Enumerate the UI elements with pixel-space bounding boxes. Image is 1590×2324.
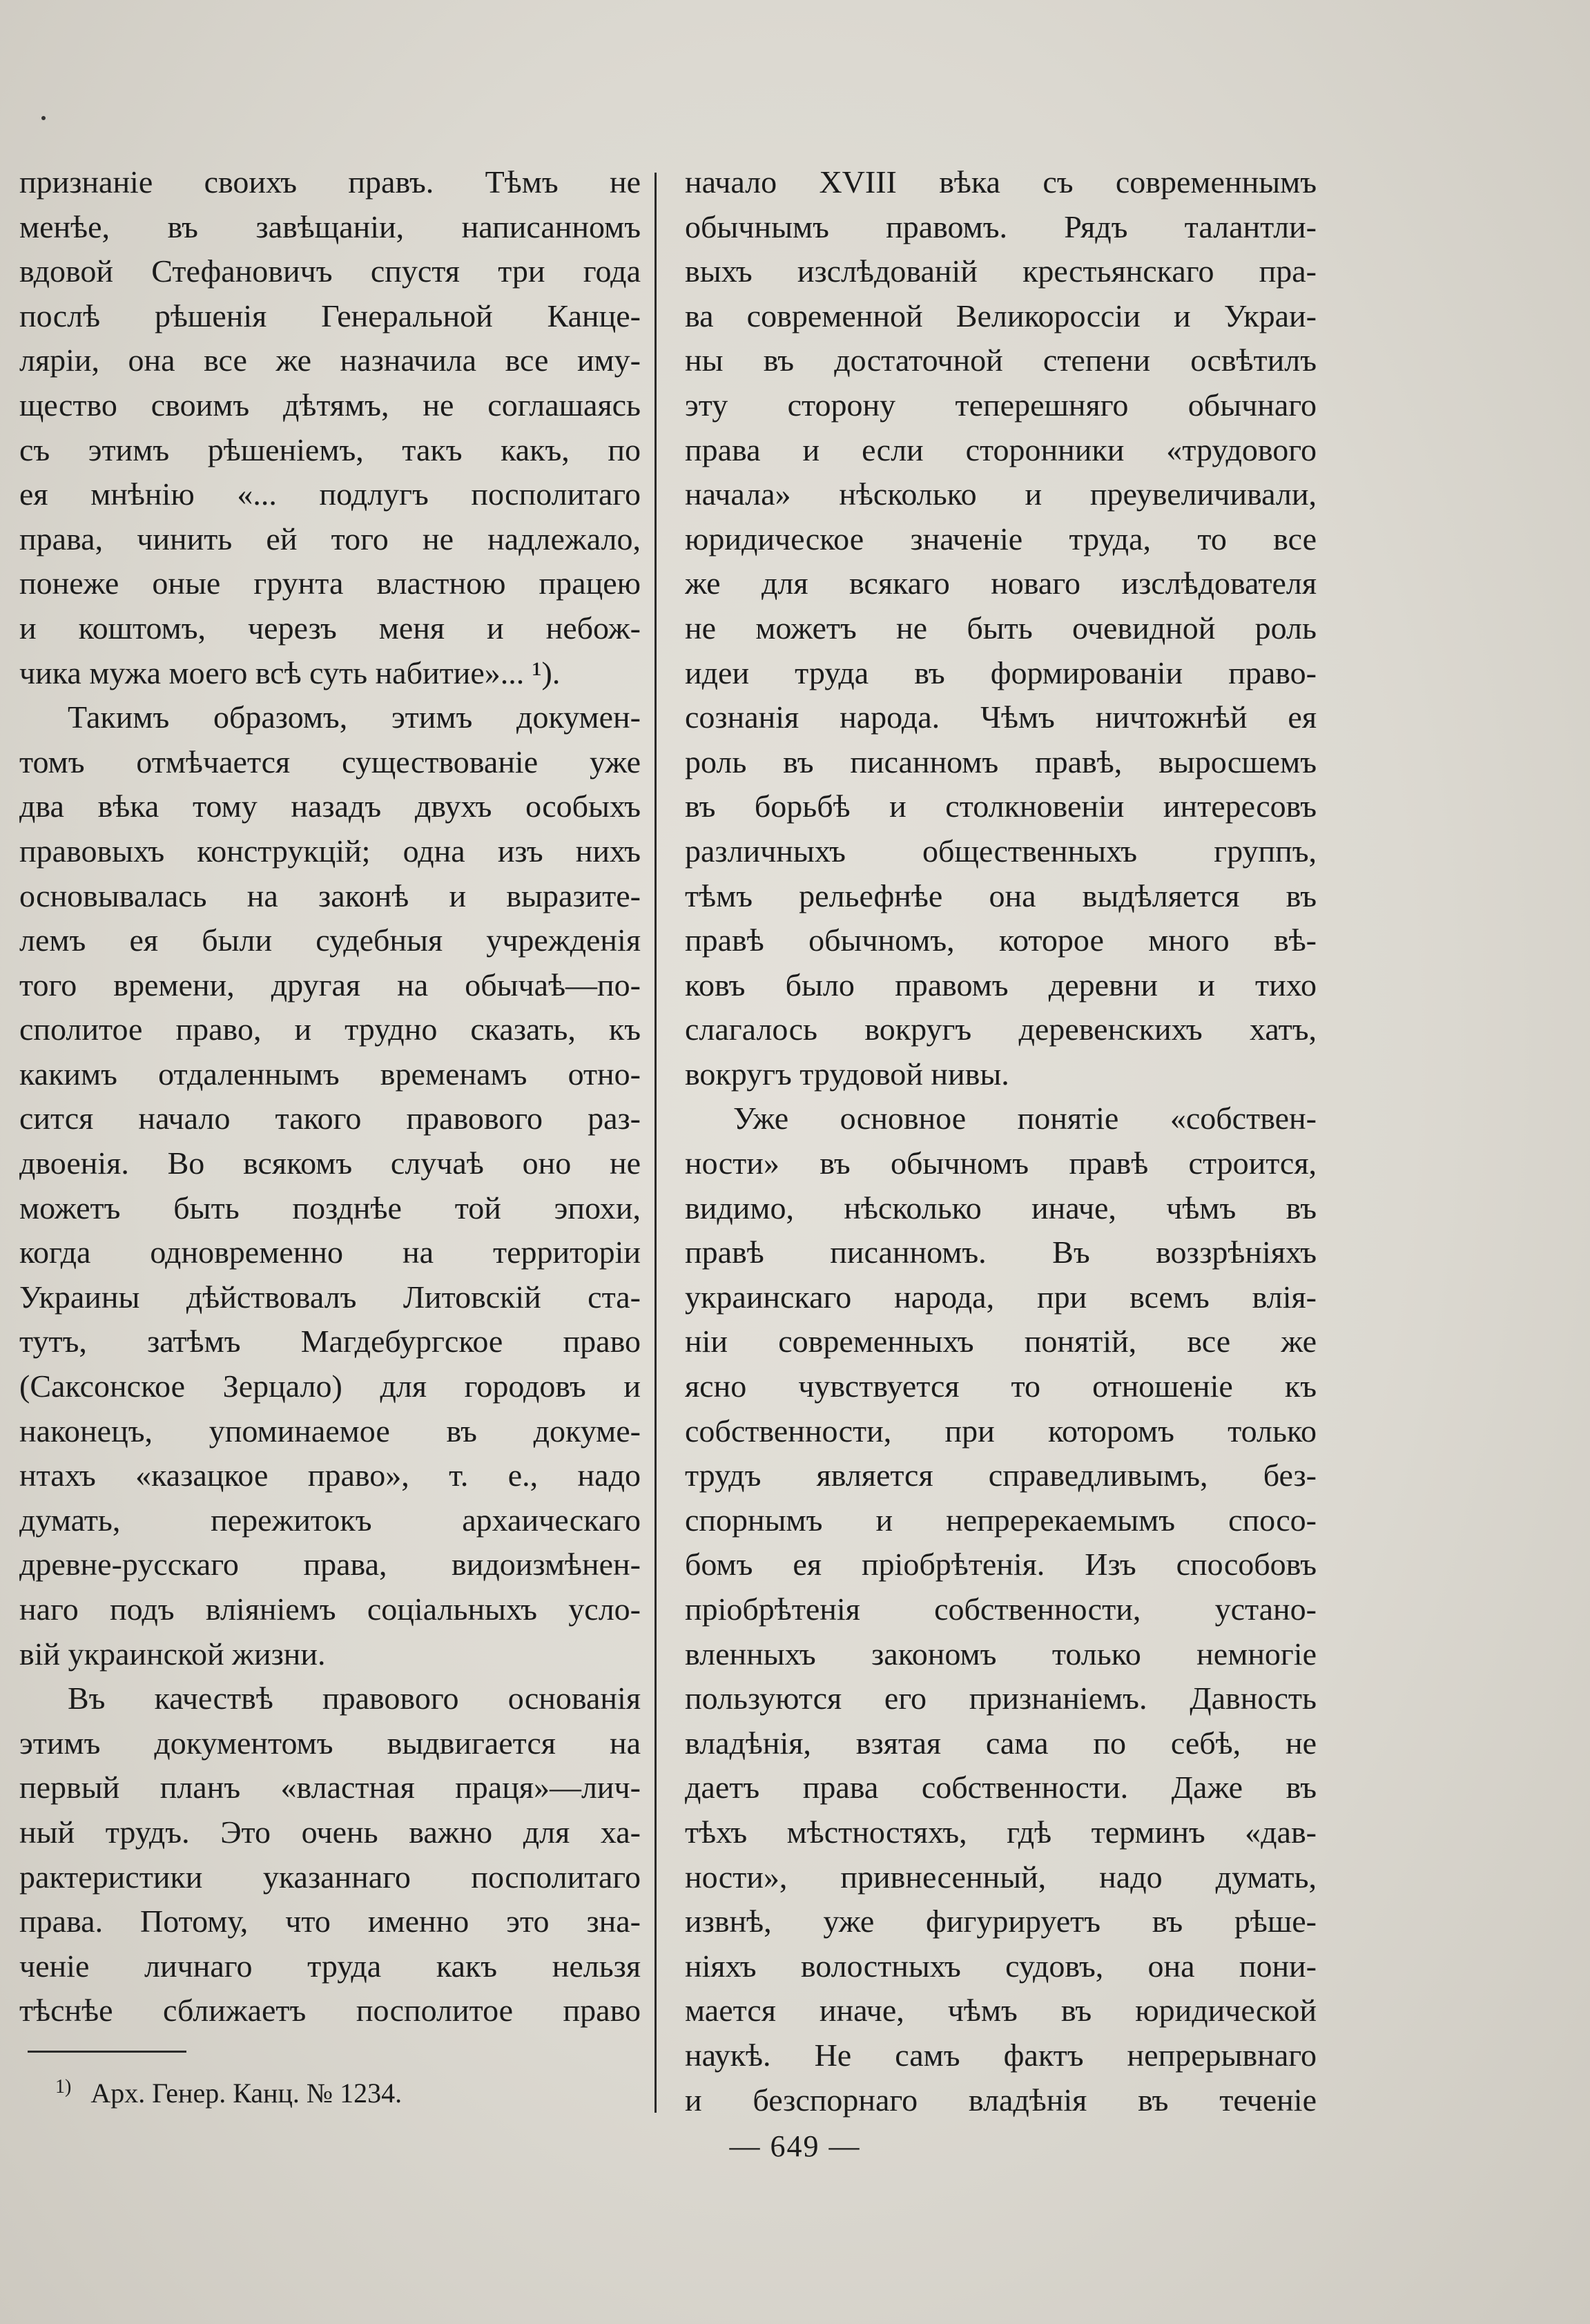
text-line: нтахъ «казацкое право», т. е., надо [19, 1458, 641, 1493]
text-line: когда одновременно на территоріи [19, 1234, 641, 1270]
text-line: вленныхъ закономъ только немногіе [685, 1636, 1317, 1672]
text-line: тутъ, затѣмъ Магдебургское право [19, 1324, 641, 1359]
text-line: пользуются его признаніемъ. Давность [685, 1681, 1317, 1716]
text-line: и коштомъ, черезъ меня и небож- [19, 610, 641, 646]
text-line: щество своимъ дѣтямъ, не соглашаясь [19, 387, 641, 423]
text-line: ніяхъ волостныхъ судовъ, она пони- [685, 1948, 1317, 1984]
footnote-marker: 1) [55, 2076, 72, 2098]
text-line: томъ отмѣчается существованіе уже [19, 744, 641, 779]
text-line: же для всякаго новаго изслѣдователя [685, 565, 1317, 601]
text-line: лемъ ея были судебныя учрежденія [19, 922, 641, 958]
text-line: ности» въ обычномъ правѣ строится, [685, 1145, 1317, 1181]
text-line: того времени, другая на обычаѣ—по- [19, 967, 641, 1003]
text-line: извнѣ, уже фигурируетъ въ рѣше- [685, 1904, 1317, 1939]
text-line: вдовой Стефановичъ спустя три года [19, 253, 641, 289]
text-line: въ борьбѣ и столкновеніи интересовъ [685, 788, 1317, 824]
text-line: ковъ было правомъ деревни и тихо [685, 967, 1317, 1003]
text-line: наго подъ вліяніемъ соціальныхъ усло- [19, 1591, 641, 1627]
text-line: Уже основное понятіе «собствен- [733, 1101, 1317, 1136]
text-line: эту сторону теперешняго обычнаго [685, 387, 1317, 423]
text-line: ва современной Великороссіи и Украи- [685, 298, 1317, 333]
text-line: спорнымъ и непререкаемымъ спосо- [685, 1502, 1317, 1538]
text-line: ніи современныхъ понятій, все же [685, 1324, 1317, 1359]
text-line: ности», привнесенный, надо думать, [685, 1859, 1317, 1895]
footnote-rule [28, 2051, 186, 2053]
text-line: думать, пережитокъ архаическаго [19, 1502, 641, 1538]
text-line: основывалась на законѣ и выразите- [19, 878, 641, 913]
text-line: ны въ достаточной степени освѣтилъ [685, 342, 1317, 378]
text-line: можетъ быть позднѣе той эпохи, [19, 1190, 641, 1226]
text-line: ея мнѣнію «... подлугъ посполитаго [19, 476, 641, 512]
text-line: права, чинить ей того не надлежало, [19, 521, 641, 556]
ink-speck [41, 116, 46, 120]
text-line: вокругъ трудовой нивы. [685, 1056, 1009, 1092]
text-line: ясно чувствуется то отношеніе къ [685, 1368, 1317, 1404]
text-line: слагалось вокругъ деревенскихъ хатъ, [685, 1011, 1317, 1047]
text-line: сознанія народа. Чѣмъ ничтожнѣй ея [685, 699, 1317, 735]
text-line: ный трудъ. Это очень важно для ха- [19, 1814, 641, 1850]
text-line: тѣснѣе сближаетъ посполитое право [19, 1993, 641, 2028]
text-line: чика мужа моего всѣ суть набитие»... ¹). [19, 655, 561, 690]
text-line: идеи труда въ формированіи право- [685, 655, 1317, 690]
text-line: рактеристики указаннаго посполитаго [19, 1859, 641, 1895]
text-line: Въ качествѣ правового основанія [68, 1681, 641, 1716]
text-line: украинскаго народа, при всемъ влія- [685, 1279, 1317, 1315]
text-line: начало XVIII вѣка съ современнымъ [685, 164, 1317, 200]
text-line: съ этимъ рѣшеніемъ, такъ какъ, по [19, 432, 641, 467]
text-line: сится начало такого правового раз- [19, 1101, 641, 1136]
text-line: трудъ является справедливымъ, без- [685, 1458, 1317, 1493]
text-line: ляріи, она все же назначила все иму- [19, 342, 641, 378]
text-line: (Саксонское Зерцало) для городовъ и [19, 1368, 641, 1404]
text-line: Украины дѣйствовалъ Литовскій ста- [19, 1279, 641, 1315]
text-line: правѣ писанномъ. Въ воззрѣніяхъ [685, 1234, 1317, 1270]
text-line: владѣнія, взятая сама по себѣ, не [685, 1725, 1317, 1761]
text-line: два вѣка тому назадъ двухъ особыхъ [19, 788, 641, 824]
text-line: менѣе, въ завѣщаніи, написанномъ [19, 209, 641, 244]
footnote-text: Арх. Генер. Канц. № 1234. [90, 2078, 403, 2109]
text-line: пріобрѣтенія собственности, устано- [685, 1591, 1317, 1627]
text-line: права. Потому, что именно это зна- [19, 1904, 641, 1939]
text-line: собственности, при которомъ только [685, 1413, 1317, 1449]
text-line: сполитое право, и трудно сказать, къ [19, 1011, 641, 1047]
text-line: юридическое значеніе труда, то все [685, 521, 1317, 556]
left-column [19, 160, 641, 2033]
text-line: понеже оные грунта властною працею [19, 565, 641, 601]
text-line: древне-русскаго права, видоизмѣнен- [19, 1547, 641, 1582]
text-line: не можетъ не быть очевидной роль [685, 610, 1317, 646]
text-line: первый планъ «властная праця»—лич- [19, 1770, 641, 1805]
text-line: этимъ документомъ выдвигается на [19, 1725, 641, 1761]
text-line: тѣхъ мѣстностяхъ, гдѣ терминъ «дав- [685, 1814, 1317, 1850]
text-line: правовыхъ конструкцій; одна изъ нихъ [19, 833, 641, 869]
text-line: мается иначе, чѣмъ въ юридической [685, 1993, 1317, 2028]
text-line: бомъ ея пріобрѣтенія. Изъ способовъ [685, 1547, 1317, 1582]
footnote [55, 2070, 402, 2111]
text-line: наукѣ. Не самъ фактъ непрерывнаго [685, 2037, 1317, 2073]
text-line: ченіе личнаго труда какъ нельзя [19, 1948, 641, 1984]
text-line: тѣмъ рельефнѣе она выдѣляется въ [685, 878, 1317, 913]
text-line: даетъ права собственности. Даже въ [685, 1770, 1317, 1805]
text-line: признаніе своихъ правъ. Тѣмъ не [19, 164, 641, 200]
text-line: обычнымъ правомъ. Рядъ талантли- [685, 209, 1317, 244]
right-column [685, 160, 1317, 2122]
page-number: — 649 — [729, 2129, 861, 2163]
text-line: послѣ рѣшенія Генеральной Канце- [19, 298, 641, 333]
text-line: Такимъ образомъ, этимъ докумен- [68, 699, 641, 735]
text-line: различныхъ общественныхъ группъ, [685, 833, 1317, 869]
text-line: начала» нѣсколько и преувеличивали, [685, 476, 1317, 512]
text-line: какимъ отдаленнымъ временамъ отно- [19, 1056, 641, 1092]
column-divider [655, 173, 657, 2113]
text-line: права и если сторонники «трудового [685, 432, 1317, 467]
text-line: выхъ изслѣдованій крестьянскаго пра- [685, 253, 1317, 289]
text-line: роль въ писанномъ правѣ, выросшемъ [685, 744, 1317, 779]
text-line: правѣ обычномъ, которое много вѣ- [685, 922, 1317, 958]
text-line: вій украинской жизни. [19, 1636, 326, 1672]
text-line: видимо, нѣсколько иначе, чѣмъ въ [685, 1190, 1317, 1226]
text-line: и безспорнаго владѣнія въ теченіе [685, 2082, 1317, 2118]
text-line: наконецъ, упоминаемое въ докуме- [19, 1413, 641, 1449]
text-line: двоенія. Во всякомъ случаѣ оно не [19, 1145, 641, 1181]
